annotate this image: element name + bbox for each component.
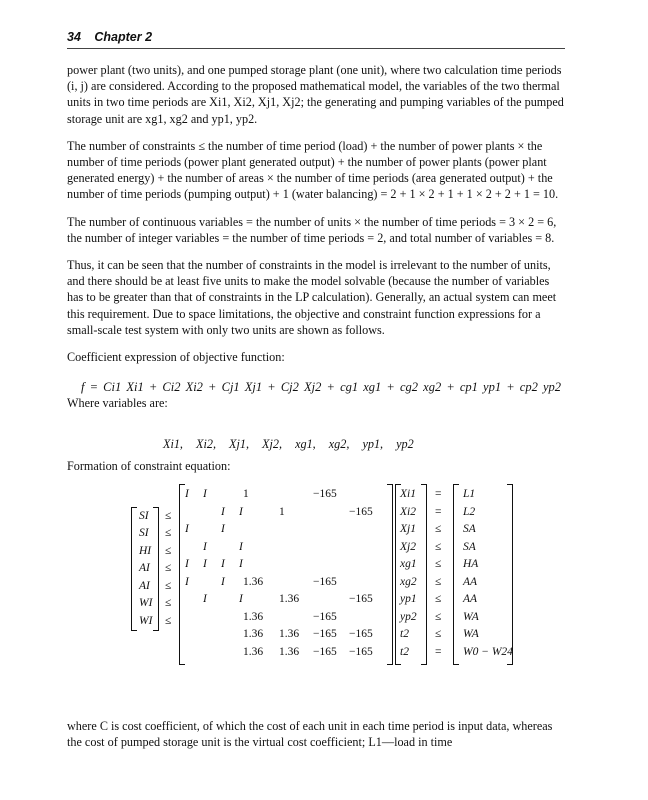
x-vector-bracket-right [421,484,427,665]
matrix-entry: 1 [279,505,285,518]
x-vector-entry: xg1 [400,558,417,571]
matrix-entry: 1.36 [243,610,264,623]
footer-paragraph: where C is cost coefficient, of which the cost of each unit in each time period is input data, whereas the cost of pumped storage unit is the virtual cost coefficient; L1—load in time [67,719,553,750]
matrix-entry: 1.36 [243,645,264,658]
matrix-entry: I [185,523,189,536]
matrix-entry: 1.36 [279,628,300,641]
relation-symbol: ≤ [165,562,172,575]
relation-symbol: ≤ [435,523,442,536]
rhs-entry: L2 [463,505,476,518]
rhs-entry: AA [463,593,478,606]
relation-symbol: ≤ [435,540,442,553]
matrix-entry: I [221,523,225,536]
matrix-entry: I [203,540,207,553]
matrix-entry: I [221,575,225,588]
relation-symbol: ≤ [435,593,442,606]
matrix-entry: 1.36 [243,628,264,641]
matrix-entry: I [221,505,225,518]
left-vector-entry: SI [139,527,149,540]
relation-symbol: ≤ [435,610,442,623]
x-vector-entry: Xi2 [400,505,416,518]
left-vector-entry: HI [139,544,152,557]
rhs-entry: SA [463,523,476,536]
left-vector-entry: AI [139,579,150,592]
x-vector-entry: t2 [400,628,409,641]
matrix-entry: −165 [349,645,373,658]
page-number: 34 [67,30,81,44]
relation-symbol: = [435,488,442,501]
matrix-entry: I [239,505,243,518]
matrix-entry: I [203,558,207,571]
rhs-entry: WA [463,628,479,641]
relation-symbol: ≤ [165,527,172,540]
relation-symbol: ≤ [165,544,172,557]
matrix-entry: −165 [313,575,337,588]
relation-symbol: ≤ [435,628,442,641]
relation-symbol: ≤ [165,614,172,627]
x-vector-entry: yp2 [400,610,417,623]
relation-symbol: ≤ [165,509,172,522]
rhs-entry: HA [463,558,479,571]
variables-label: Where variables are: [67,396,168,411]
left-vector-entry: WI [139,614,153,627]
relation-symbol: ≤ [165,597,172,610]
matrix-entry: −165 [349,593,373,606]
matrix-entry: −165 [349,505,373,518]
variables-list: Xi1, Xi2, Xj1, Xj2, xg1, xg2, yp1, yp2 [163,436,414,451]
page-header [67,30,565,49]
page-body [67,62,565,724]
matrix-entry: I [203,593,207,606]
x-vector-entry: yp1 [400,593,417,606]
rhs-bracket-left [453,484,459,665]
relation-symbol: ≤ [435,558,442,571]
matrix-entry: −165 [349,628,373,641]
matrix-entry: I [239,593,243,606]
matrix-entry: −165 [313,488,337,501]
objective-label: Coefficient expression of objective function: [67,350,285,365]
paragraph-3: The number of continuous variables = the number of units × the number of time periods = 3 × 2 = 6, the number of integer variables = the number of time periods = 2, and total number of variables = 8. [67,214,557,245]
rhs-entry: WA [463,610,479,623]
matrix-entry: I [239,558,243,571]
matrix-bracket-right [387,484,393,665]
paragraph-4: Thus, it can be seen that the number of constraints in the model is irrelevant to the number of units, and there should be at least five units to make the model solvable (because the number of variables has to be greater than that of constraints in the LP calculation). Generally, an actual system can meet this requirement. Due to space limitations, the objective and constraint function expressions for a small-scale test system with only two units are shown as follows. [67,258,557,337]
rhs-entry: SA [463,540,476,553]
constraint-label: Formation of constraint equation: [67,458,231,473]
matrix-entry: −165 [313,628,337,641]
relation-symbol: ≤ [435,575,442,588]
matrix-entry: 1.36 [279,645,300,658]
matrix-entry: 1.36 [279,593,300,606]
paragraph-1: power plant (two units), and one pumped storage plant (one unit), where two calculation time periods (i, j) are considered. According to the proposed mathematical model, the variables of the two thermal units in two time periods are Xi1, Xi2, Xj1, Xj2; the generating and pumping variables of the pumped storage unit are xg1, xg2 and yp1, yp2. [67,63,564,126]
matrix-entry: −165 [313,645,337,658]
matrix-entry: I [185,575,189,588]
constraint-matrix [67,478,565,724]
rhs-bracket-right [507,484,513,665]
x-vector-entry: Xj1 [400,523,416,536]
x-vector-entry: t2 [400,645,409,658]
chapter-title: Chapter 2 [94,30,153,44]
left-vector-bracket-right [153,507,159,632]
matrix-entry: I [185,488,189,501]
rhs-entry: L1 [463,488,476,501]
matrix-entry: I [239,540,243,553]
objective-equation: f = Ci1 Xi1 + Ci2 Xi2 + Cj1 Xj1 + Cj2 Xj2 + cg1 xg1 + cg2 xg2 + cp1 yp1 + cp2 yp2 [81,380,562,395]
relation-symbol: = [435,645,442,658]
matrix-entry: I [185,558,189,571]
left-vector-entry: AI [139,562,150,575]
x-vector-entry: xg2 [400,575,417,588]
left-vector-bracket-left [131,507,137,632]
left-vector-entry: SI [139,509,149,522]
matrix-entry: I [221,558,225,571]
rhs-entry: W0 − W24 [463,645,513,658]
matrix-entry: I [203,488,207,501]
relation-symbol: ≤ [165,579,172,592]
matrix-entry: 1.36 [243,575,264,588]
rhs-entry: AA [463,575,478,588]
matrix-entry: 1 [243,488,249,501]
relation-symbol: = [435,505,442,518]
paragraph-2: The number of constraints ≤ the number of time period (load) + the number of power plants × the number of time periods (power plant generated output) + the number of power plants (power plant generated energy) + the number of areas × the number of time periods (area generated output) + the number of time periods (pumping output) + 1 (water balancing) = 2 + 1 × 2 + 1 + 1 × 2 + 2 + 1 = 10. [67,138,559,202]
left-vector-entry: WI [139,597,153,610]
x-vector-entry: Xi1 [400,488,416,501]
x-vector-entry: Xj2 [400,540,416,553]
matrix-entry: −165 [313,610,337,623]
